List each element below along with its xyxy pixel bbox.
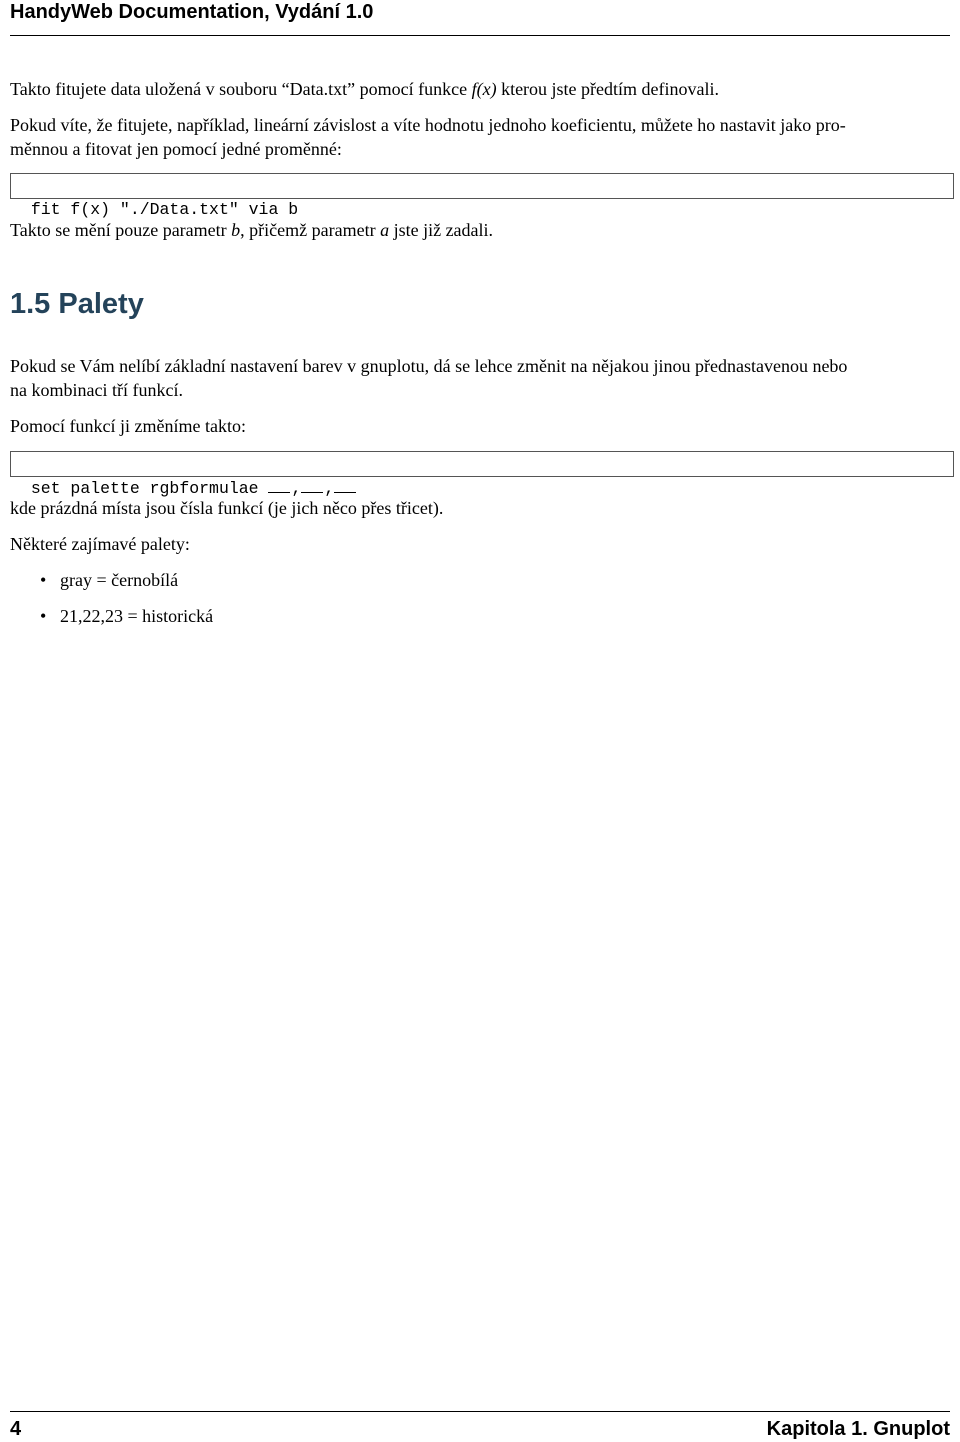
blank-slot [334,476,356,493]
bullet-icon: • [40,570,47,590]
footer-rule [10,1411,950,1412]
param-b: b [231,220,241,240]
paragraph-line: Pokud se Vám nelíbí základní nastavení barev v gnuplotu, dá se lehce změnit na nějakou jinou přednastavenou nebo [10,356,848,376]
paragraph-palettes: Některé zajímavé palety: [10,534,190,554]
page-number: 4 [10,1418,22,1440]
list-item [40,604,213,628]
blank-slot [268,476,290,493]
text: Takto se mění pouze parametr [10,220,232,240]
param-a: a [380,220,390,240]
header-rule [10,35,950,36]
section-title: Palety [58,288,144,320]
paragraph-parameter [10,218,950,242]
running-head: HandyWeb Documentation, Vydání 1.0 [10,1,374,23]
list-item [40,568,178,592]
code-block-fit [10,173,954,219]
code-separator: , [324,479,335,498]
paragraph-blanks: kde prázdná místa jsou čísla funkcí (je jich něco přes třicet). [10,498,444,518]
paragraph-fit-intro [10,77,950,101]
code-block-palette [10,451,954,498]
section-heading [10,287,144,321]
chapter-title: Kapitola 1. Gnuplot [766,1418,950,1440]
paragraph-fit-linear [10,113,950,161]
paragraph-line: na kombinaci tří funkcí. [10,380,183,400]
function-name: f(x) [471,79,497,99]
text: kterou jste předtím definovali. [496,79,720,99]
paragraph-functions: Pomocí funkcí ji změníme takto: [10,416,246,436]
list-item-text: gray = černobílá [60,570,179,590]
list-item-text: 21,22,23 = historická [60,606,214,626]
code-text: set palette rgbformulae [30,479,269,498]
bullet-icon: • [40,606,47,626]
paragraph-palettes-intro [10,354,950,402]
text: , přičemž parametr [240,220,381,240]
text: Takto fitujete data uložená v souboru “Data.txt” pomocí funkce [10,79,472,99]
code-separator: , [291,479,302,498]
paragraph-line: Pokud víte, že fitujete, například, lineární závislost a víte hodnotu jednoho koeficientu, můžete ho nastavit jako pro- [10,115,846,135]
paragraph-line: měnnou a fitovat jen pomocí jedné proměnné: [10,139,342,159]
code-text: fit f(x) "./Data.txt" via b [30,200,299,219]
blank-slot [301,476,323,493]
section-number: 1.5 [10,288,51,320]
text: jste již zadali. [389,220,494,240]
